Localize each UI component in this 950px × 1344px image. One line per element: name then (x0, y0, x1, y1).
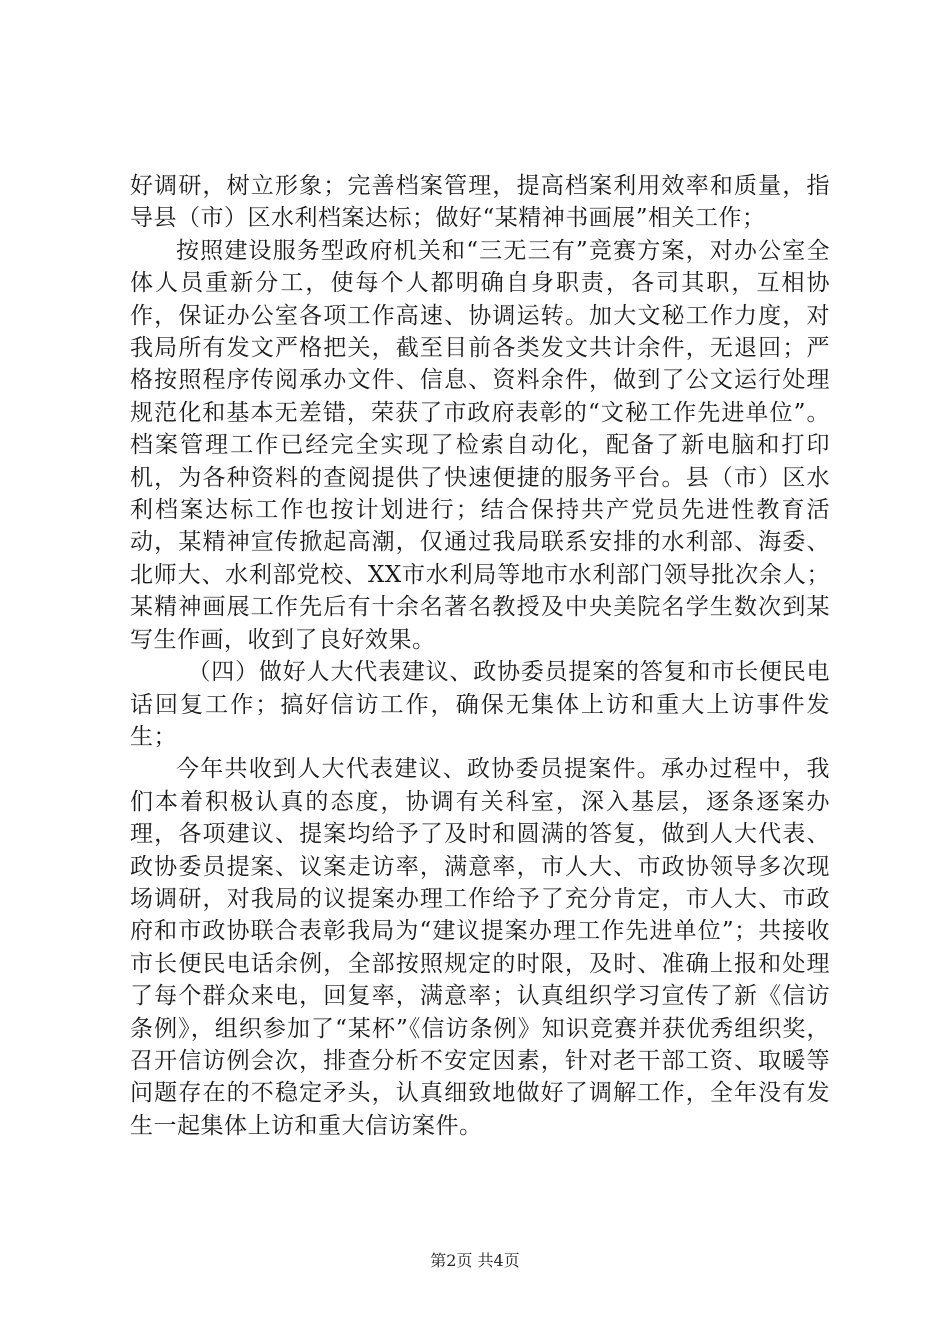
paragraph-continuation: 好调研，树立形象；完善档案管理，提高档案利用效率和质量，指导县（市）区水利档案达标；做好“某精神书画展”相关工作； (130, 173, 830, 232)
paragraph-section-four-heading: （四）做好人大代表建议、政协委员提案的答复和市长便民电话回复工作；搞好信访工作，确保无集体上访和重大上访事件发生； (130, 659, 830, 750)
paragraph-proposals-petitions: 今年共收到人大代表建议、政协委员提案件。承办过程中，我们本着积极认真的态度，协调有关科室，深入基层，逐条逐案办理，各项建议、提案均给予了及时和圆满的答复，做到人大代表、政协委员提案、议案走访率，满意率，市人大、市政协领导多次现场调研，对我局的议提案办理工作给予了充分肯定，市人大、市政府和市政协联合表彰我局为“建议提案办理工作先进单位”；共接收市长便民电话余例，全部按照规定的时限，及时、准确上报和处理了每个群众来电，回复率，满意率；认真组织学习宣传了新《信访条例》，组织参加了“某杯”《信访条例》知识竞赛并获优秀组织奖，召开信访例会次，排查分析不安定因素，针对老干部工资、取暖等问题存在的不稳定矛头，认真细致地做好了调解工作，全年没有发生一起集体上访和重大信访案件。 (130, 756, 830, 1139)
paragraph-office-work: 按照建设服务型政府机关和“三无三有”竞赛方案，对办公室全体人员重新分工，使每个人都明确自身职责，各司其职，互相协作，保证办公室各项工作高速、协调运转。加大文秘工作力度，对我局所有发文严格把关，截至目前各类发文共计余件，无退回；严格按照程序传阅承办文件、信息、资料余件，做到了公文运行处理规范化和基本无差错，荣获了市政府表彰的“文秘工作先进单位”。档案管理工作已经完全实现了检索自动化，配备了新电脑和打印机，为各种资料的查阅提供了快速便捷的服务平台。县（市）区水利档案达标工作也按计划进行；结合保持共产党员先进性教育活动，某精神宣传掀起高潮，仅通过我局联系安排的水利部、海委、北师大、水利部党校、XX市水利局等地市水利部门领导批次余人；某精神画展工作先后有十余名著名教授及中央美院名学生数次到某写生作画，收到了良好效果。 (130, 237, 830, 653)
document-body (130, 170, 830, 1142)
page-footer: 第2页 共4页 (430, 1251, 520, 1270)
